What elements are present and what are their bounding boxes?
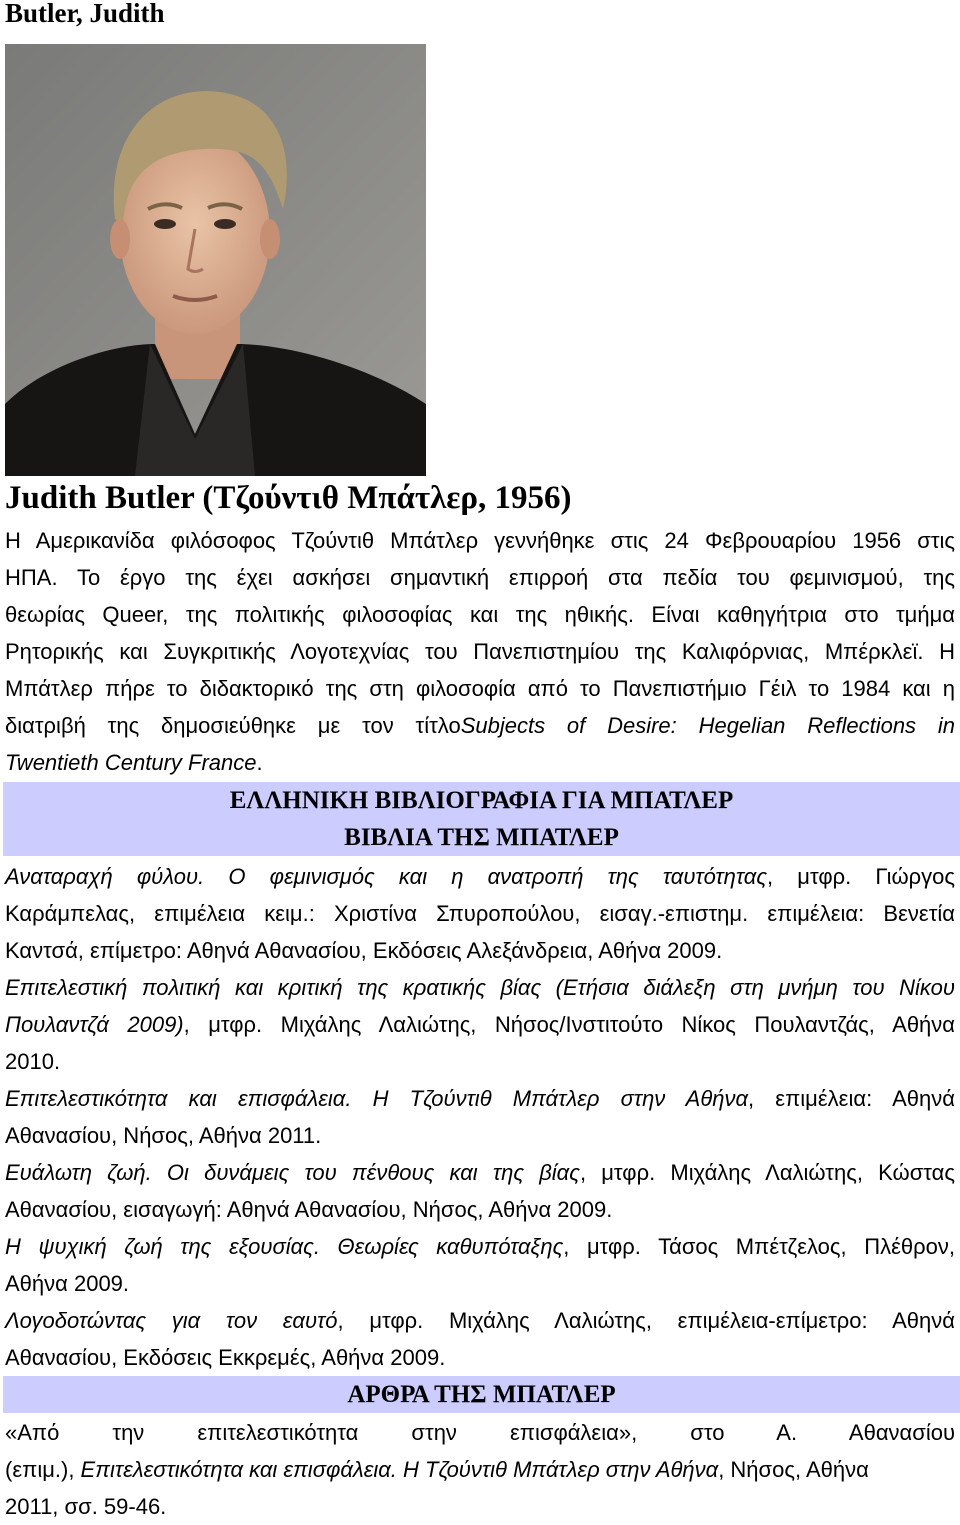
entry-line: Ευάλωτη ζωή. Οι δυνάμεις του πένθους και της βίας, μτφρ. Μιχάλης Λαλιώτης, Κώστας [5, 1160, 955, 1185]
entry-line: 2011, σσ. 59-46. [5, 1494, 167, 1519]
entry-line: Η ψυχική ζωή της εξουσίας. Θεωρίες καθυπόταξης, μτφρ. Τάσος Μπέτζελος, Πλέθρον, [5, 1234, 955, 1259]
entry-line: Αθανασίου, εισαγωγή: Αθηνά Αθανασίου, Νήσος, Αθήνα 2009. [5, 1197, 613, 1222]
portrait-photo [5, 44, 426, 476]
bio-line: Η Αμερικανίδα φιλόσοφος Τζούντιθ Μπάτλερ γεννήθηκε στις 24 Φεβρουαρίου 1956 στις [5, 528, 955, 553]
dissertation-title: Subjects of Desire: Hegelian Reflections in [460, 713, 956, 738]
book-entry [5, 1228, 955, 1302]
entry-line: 2010. [5, 1049, 61, 1074]
articles-heading-band [3, 1376, 960, 1413]
entry-line: Αναταραχή φύλου. Ο φεμινισμός και η ανατροπή της ταυτότητας, μτφρ. Γιώργος [5, 864, 955, 889]
entry-line: Λογοδοτώντας για τον εαυτό, μτφρ. Μιχάλης Λαλιώτης, επιμέλεια-επίμετρο: Αθηνά [5, 1308, 955, 1333]
book-title: Η ψυχική ζωή της εξουσίας. Θεωρίες καθυπόταξης [5, 1234, 564, 1259]
bio-line: ΗΠΑ. Το έργο της έχει ασκήσει σημαντική επιρροή στα πεδία του φεμινισμού, της [5, 565, 955, 590]
main-title: Judith Butler (Τζούντιθ Μπάτλερ, 1956) [5, 480, 572, 516]
entry-line: Πουλαντζά 2009), μτφρ. Μιχάλης Λαλιώτης, Νήσος/Ινστιτούτο Νίκος Πουλαντζάς, Αθήνα [5, 1012, 956, 1037]
section-subheading: ΒΙΒΛΙΑ ΤΗΣ ΜΠΑΤΛΕΡ [344, 824, 619, 851]
entry-line: Καράμπελας, επιμέλεια κειμ.: Χριστίνα Σπυροπούλου, εισαγ.-επιστημ. επιμέλεια: Βενετία [5, 901, 955, 926]
article-book-title: Επιτελεστικότητα και επισφάλεια. Η Τζούντιθ Μπάτλερ στην Αθήνα [80, 1457, 719, 1482]
page-title: Butler, Judith [5, 0, 165, 28]
biography [5, 522, 955, 781]
entry-line: Καντσά, επίμετρο: Αθηνά Αθανασίου, Εκδόσεις Αλεξάνδρεια, Αθήνα 2009. [5, 938, 723, 963]
bibliography-heading-band [3, 782, 960, 856]
book-entry [5, 1302, 955, 1376]
book-title: Επιτελεστική πολιτική και κριτική της κρατικής βίας (Ετήσια διάλεξη στη μνήμη του Νίκου [5, 975, 955, 1000]
entry-line: «Από την επιτελεστικότητα στην επισφάλεια», στο Α. Αθανασίου [5, 1420, 955, 1445]
book-entry [5, 969, 955, 1080]
bio-line: Ρητορικής και Συγκριτικής Λογοτεχνίας του Πανεπιστημίου της Καλιφόρνιας, Μπέρκλεϊ. Η [5, 639, 955, 664]
portrait-illustration [5, 44, 426, 476]
entry-line: Αθανασίου, Εκδόσεις Εκκρεμές, Αθήνα 2009. [5, 1345, 446, 1370]
entry-line: (επιμ.), Επιτελεστικότητα και επισφάλεια. Η Τζούντιθ Μπάτλερ στην Αθήνα, Νήσος, Αθήνα [5, 1457, 869, 1482]
bio-line: θεωρίας Queer, της πολιτικής φιλοσοφίας και της ηθικής. Είναι καθηγήτρια στο τμήμα [5, 602, 955, 627]
book-title: Επιτελεστικότητα και επισφάλεια. Η Τζούντιθ Μπάτλερ στην Αθήνα [5, 1086, 749, 1111]
book-entry [5, 1154, 955, 1228]
book-entry [5, 1080, 955, 1154]
article-list [5, 1414, 955, 1525]
bio-line [5, 707, 955, 744]
article-entry [5, 1414, 955, 1525]
bio-text: διατριβή της δημοσιεύθηκε με τον τίτλο [5, 713, 461, 738]
dissertation-title-cont: Twentieth Century France [5, 750, 257, 775]
book-title: Αναταραχή φύλου. Ο φεμινισμός και η ανατροπή της ταυτότητας [5, 864, 768, 889]
entry-line: Αθανασίου, Νήσος, Αθήνα 2011. [5, 1123, 322, 1148]
book-list [5, 858, 955, 1376]
bio-line: Μπάτλερ πήρε το διδακτορικό της στη φιλοσοφία από το Πανεπιστήμιο Γέιλ το 1984 και η [5, 676, 955, 701]
book-title: Λογοδοτώντας για τον εαυτό [5, 1308, 338, 1333]
entry-line: Αθήνα 2009. [5, 1271, 130, 1296]
book-title-cont: Πουλαντζά 2009) [5, 1012, 184, 1037]
section-heading: ΑΡΘΡΑ ΤΗΣ ΜΠΑΤΛΕΡ [347, 1381, 616, 1408]
book-title: Ευάλωτη ζωή. Οι δυνάμεις του πένθους και της βίας [5, 1160, 580, 1185]
entry-line: Επιτελεστικότητα και επισφάλεια. Η Τζούντιθ Μπάτλερ στην Αθήνα, επιμέλεια: Αθηνά [5, 1086, 955, 1111]
book-entry [5, 858, 955, 969]
entry-line [5, 969, 955, 1006]
bio-line [5, 744, 955, 781]
section-heading: ΕΛΛΗΝΙΚΗ ΒΙΒΛΙΟΓΡΑΦΙΑ ΓΙΑ ΜΠΑΤΛΕΡ [229, 787, 734, 814]
bio-text: . [256, 750, 263, 775]
